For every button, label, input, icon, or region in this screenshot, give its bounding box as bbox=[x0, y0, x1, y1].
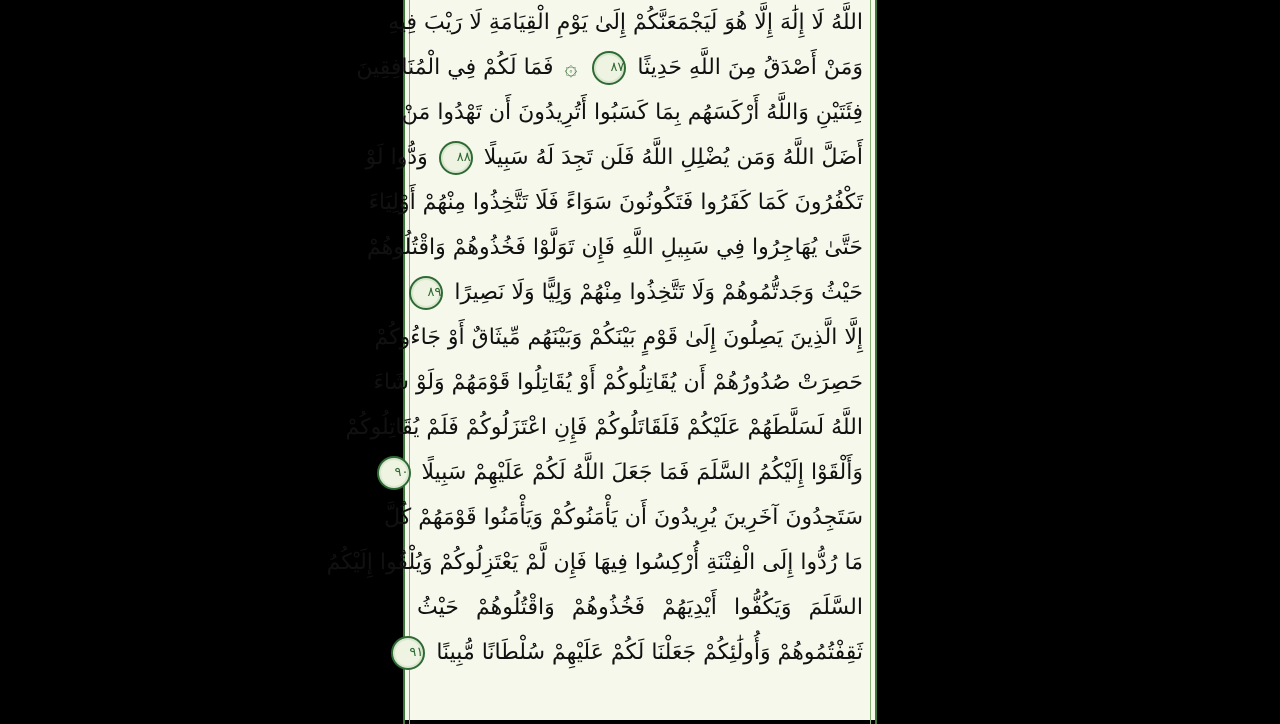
line-text: سَتَجِدُونَ آخَرِينَ يُرِيدُونَ أَن يَأْمَنُوكُمْ وَيَأْمَنُوا قَوْمَهُمْ كُلَّ bbox=[384, 505, 863, 530]
verse-line-1 bbox=[388, 0, 865, 45]
line-text: ثَقِفْتُمُوهُمْ وَأُولَٰئِكُمْ جَعَلْنَا لَكُمْ عَلَيْهِمْ سُلْطَانًا مُّبِينًا bbox=[436, 640, 863, 665]
line-text: السَّلَمَ وَيَكُفُّوا أَيْدِيَهُمْ فَخُذُوهُمْ وَاقْتُلُوهُمْ حَيْثُ bbox=[417, 595, 863, 620]
line-text: وَأَلْقَوْا إِلَيْكُمُ السَّلَمَ فَمَا جَعَلَ اللَّهُ لَكُمْ عَلَيْهِمْ سَبِيلًا bbox=[421, 460, 863, 485]
verse-line-9 bbox=[373, 360, 865, 405]
verse-line-12 bbox=[384, 495, 865, 540]
line-text: حَتَّىٰ يُهَاجِرُوا فِي سَبِيلِ اللَّهِ فَإِن تَوَلَّوْا فَخُذُوهُمْ وَاقْتُلُوهُمْ bbox=[366, 235, 863, 260]
verse-line-14 bbox=[415, 585, 865, 630]
verse-line-10 bbox=[345, 405, 865, 450]
verse-line-6 bbox=[366, 225, 865, 270]
line-text: وَمَنْ أَصْدَقُ مِنَ اللَّهِ حَدِيثًا bbox=[637, 55, 863, 80]
ayah-number-marker: ٩٠ bbox=[377, 456, 411, 490]
verse-text-block bbox=[326, 0, 865, 720]
line-text: تَكْفُرُونَ كَمَا كَفَرُوا فَتَكُونُونَ سَوَاءً فَلَا تَتَّخِذُوا مِنْهُمْ أَوْلِيَاءَ bbox=[368, 190, 863, 215]
verse-line-7 bbox=[415, 270, 865, 315]
line-text: أَضَلَّ اللَّهُ وَمَن يُضْلِلِ اللَّهُ فَلَن تَجِدَ لَهُ سَبِيلًا bbox=[483, 145, 863, 170]
line-text: إِلَّا الَّذِينَ يَصِلُونَ إِلَىٰ قَوْمٍ بَيْنَكُمْ وَبَيْنَهُم مِّيثَاقٌ أَوْ جَاءُوكُمْ bbox=[374, 325, 863, 350]
ayah-number-marker: ٩١ bbox=[391, 636, 425, 670]
ayah-number-marker: ٨٧ bbox=[592, 51, 626, 85]
line-text: فَمَا لَكُمْ فِي الْمُنَافِقِينَ bbox=[356, 55, 554, 80]
line-text: فِئَتَيْنِ وَاللَّهُ أَرْكَسَهُم بِمَا كَسَبُوا أَتُرِيدُونَ أَن تَهْدُوا مَنْ bbox=[401, 100, 863, 125]
verse-line-15 bbox=[409, 630, 865, 675]
verse-line-5 bbox=[368, 180, 865, 225]
verse-line-3 bbox=[401, 90, 865, 135]
line-text: اللَّهُ لَسَلَّطَهُمْ عَلَيْكُمْ فَلَقَاتَلُوكُمْ فَإِنِ اعْتَزَلُوكُمْ فَلَمْ يُقَاتِلُوكُمْ bbox=[345, 415, 863, 440]
verse-line-2 bbox=[356, 45, 865, 90]
line-text: حَصِرَتْ صُدُورُهُمْ أَن يُقَاتِلُوكُمْ أَوْ يُقَاتِلُوا قَوْمَهُمْ وَلَوْ شَاءَ bbox=[373, 370, 863, 395]
verse-line-11 bbox=[394, 450, 865, 495]
ayah-number-marker: ٨٩ bbox=[409, 276, 443, 310]
verse-line-4 bbox=[365, 135, 865, 180]
line-text: وَدُّوا لَوْ bbox=[365, 145, 428, 170]
quran-page bbox=[326, 0, 877, 720]
line-text: اللَّهُ لَا إِلَٰهَ إِلَّا هُوَ لَيَجْمَعَنَّكُمْ إِلَىٰ يَوْمِ الْقِيَامَةِ لَا رَيْبَ فِيهِ bbox=[388, 10, 863, 35]
ayah-number-marker: ٨٨ bbox=[439, 141, 473, 175]
verse-line-8 bbox=[374, 315, 865, 360]
line-text: مَا رُدُّوا إِلَى الْفِتْنَةِ أُرْكِسُوا فِيهَا فَإِن لَّمْ يَعْتَزِلُوكُمْ وَيُلْقُوا إِلَيْكُمُ bbox=[326, 550, 863, 575]
verse-line-13 bbox=[326, 540, 865, 585]
line-text: حَيْثُ وَجَدتُّمُوهُمْ وَلَا تَتَّخِذُوا مِنْهُمْ وَلِيًّا وَلَا نَصِيرًا bbox=[454, 280, 863, 305]
rub-el-hizb-icon: ۞ bbox=[564, 55, 578, 81]
